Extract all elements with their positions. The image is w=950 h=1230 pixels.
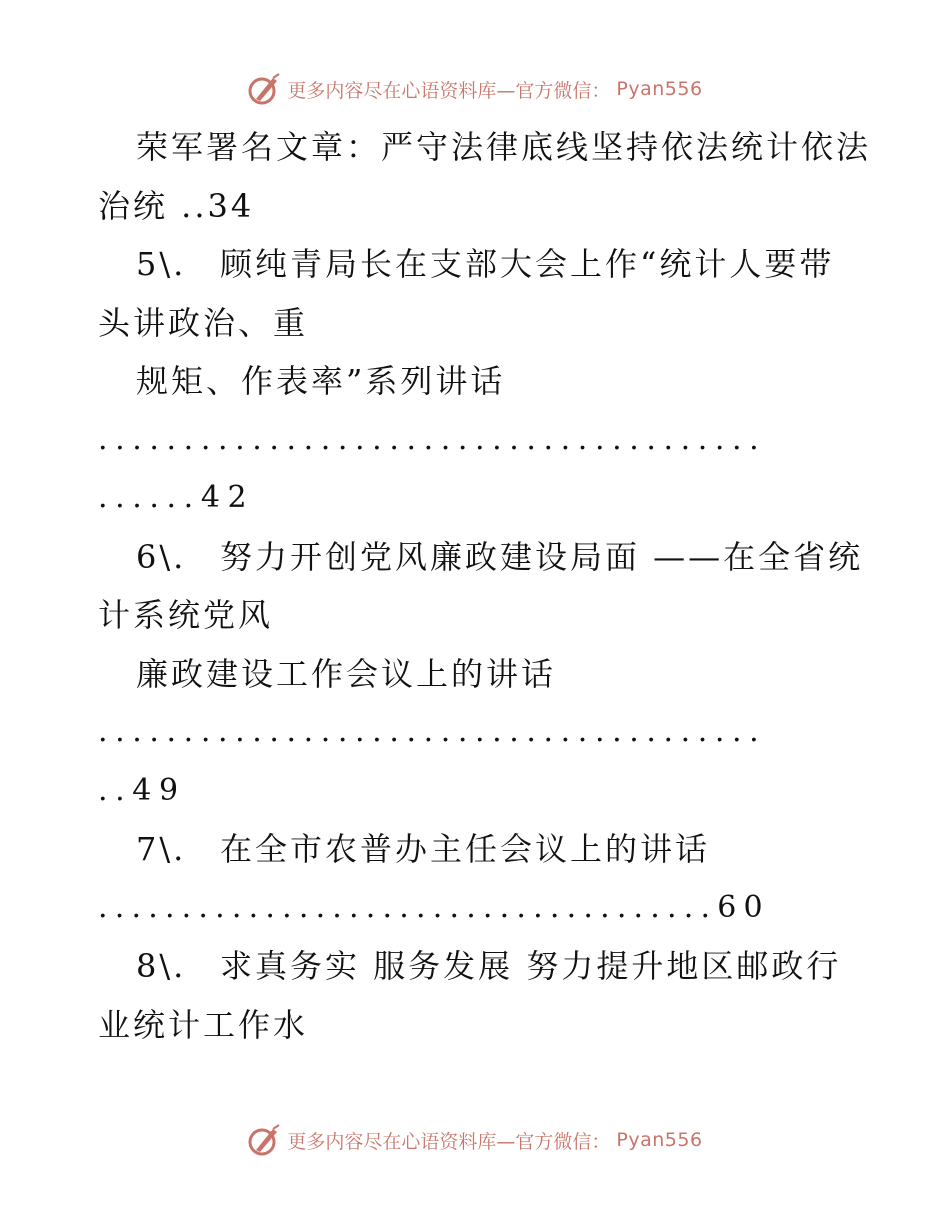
toc-line: 廉政建设工作会议上的讲话 — [136, 654, 557, 693]
page-ref: ..49 — [98, 772, 186, 808]
toc-entry-8 — [98, 937, 858, 996]
dot-leader: ....................................... — [98, 421, 767, 457]
watermark-header — [0, 72, 950, 106]
toc-line: 治统 ..34 — [98, 186, 255, 225]
entry-number: 8\. — [136, 947, 187, 985]
watermark-text: 更多内容尽在心语资料库—官方微信： — [287, 79, 611, 102]
quill-pen-icon — [247, 1123, 281, 1157]
entry-title: 努力开创党风廉政建设局面 ——在全省统 — [220, 537, 864, 576]
watermark-footer — [0, 1123, 950, 1157]
watermark-handle: Pyan556 — [616, 78, 703, 100]
toc-line: 规矩、作表率”系列讲话 — [136, 362, 506, 400]
entry-title: 求真务实 服务发展 努力提升地区邮政行 — [220, 947, 842, 985]
toc-entry-5 — [98, 235, 858, 294]
toc-line: 荣军署名文章：严守法律底线坚持依法统计依法 — [136, 128, 872, 166]
dot-leader: ....................................... — [98, 714, 767, 749]
toc-entry-7 — [98, 820, 858, 879]
toc-content — [98, 118, 872, 1054]
dot-leader-page-ref: .....................................60 — [98, 889, 770, 925]
page-ref: ......42 — [98, 480, 255, 515]
toc-line: 头讲政治、重 — [98, 303, 309, 342]
toc-line: 业统计工作水 — [98, 1005, 309, 1044]
toc-line: 计系统党风 — [98, 596, 274, 634]
quill-pen-icon — [247, 72, 281, 106]
entry-number: 6\. — [136, 537, 187, 576]
entry-number: 7\. — [136, 830, 187, 868]
toc-entry-6 — [98, 528, 864, 587]
watermark-handle: Pyan556 — [616, 1129, 703, 1151]
entry-number: 5\. — [136, 245, 187, 283]
entry-title: 顾纯青局长在支部大会上作“统计人要带 — [220, 245, 835, 283]
watermark-text: 更多内容尽在心语资料库—官方微信： — [287, 1130, 611, 1153]
entry-title: 在全市农普办主任会议上的讲话 — [220, 830, 711, 868]
